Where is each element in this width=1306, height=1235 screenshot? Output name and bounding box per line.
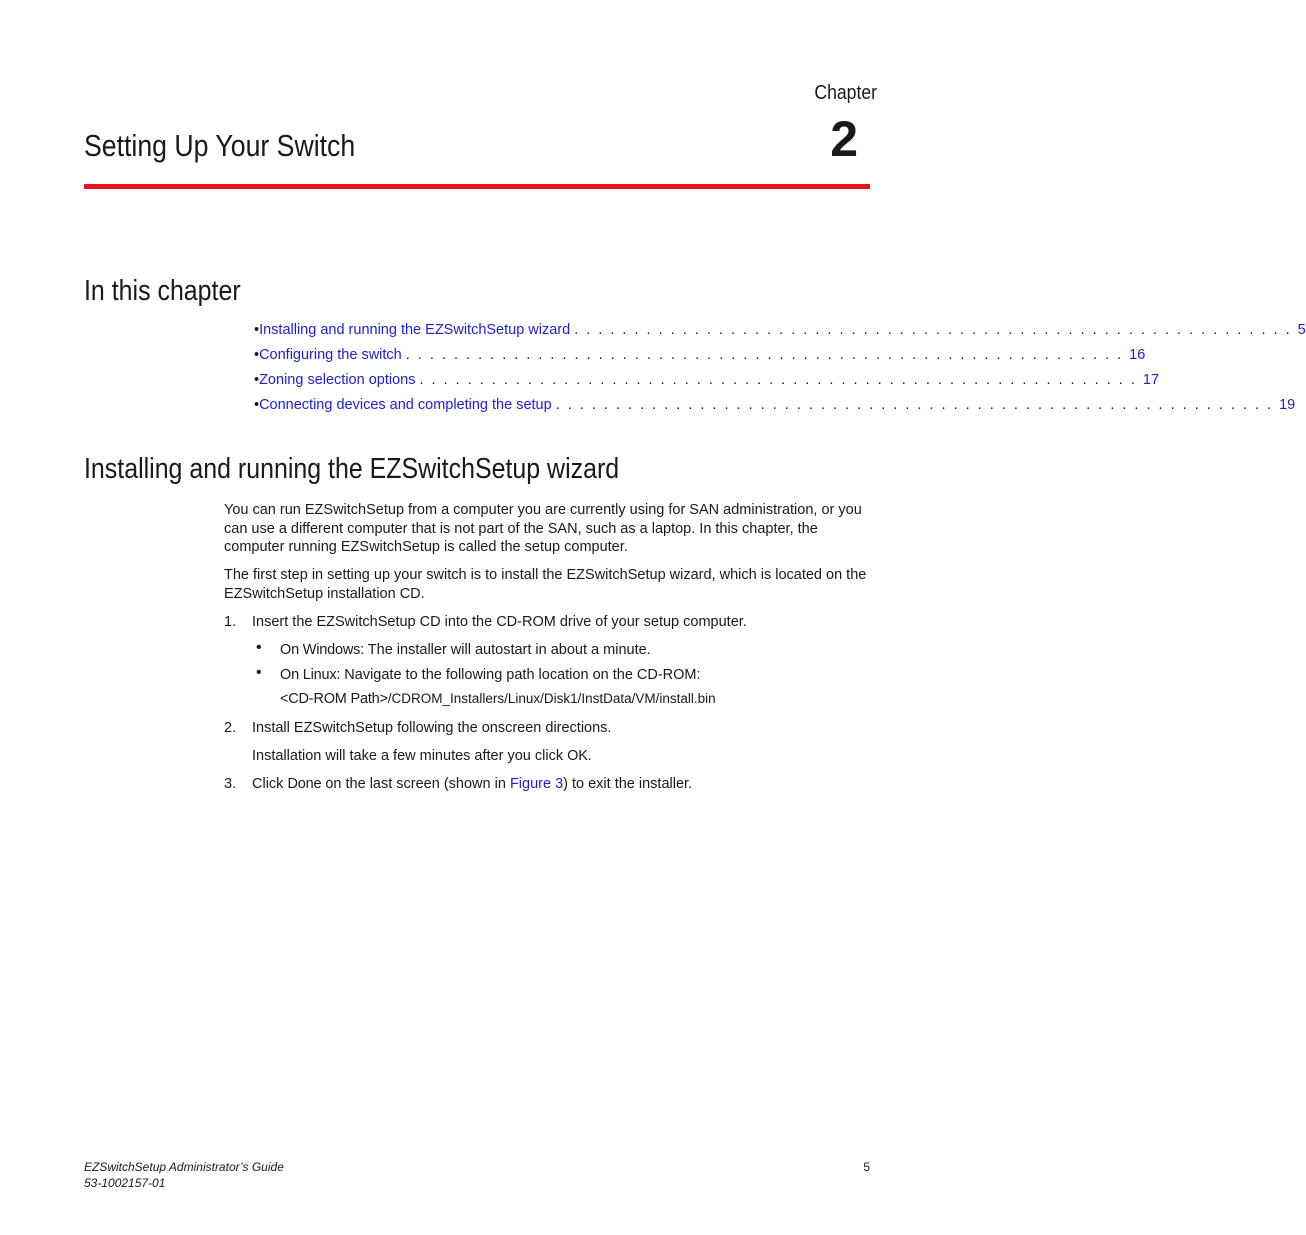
path-text: /CDROM_Installers/Linux/Disk1/InstData/VM/install.bin <box>387 691 716 706</box>
chapter-label: Chapter <box>814 82 877 104</box>
toc-leader: . . . . . . . . . . . . . . . . . . . . . . . . . . . . . . . . . . . . . . . . . . . . . . . . . . . . . . . . . . . . <box>574 322 1292 338</box>
toc-item[interactable] <box>254 372 1160 397</box>
title-rule <box>84 184 870 189</box>
step-term: Done <box>287 776 322 792</box>
page-title: Setting Up Your Switch <box>84 128 356 163</box>
intro-paragraph: You can run EZSwitchSetup from a computer you are currently using for SAN administration, or you can use a different computer that is not part of the SAN, such as a laptop. In this chapter, the computer running EZSwitchSetup is called the setup computer. <box>224 502 862 555</box>
bullet-term: On Linux: <box>280 667 341 683</box>
toc-item[interactable] <box>254 322 1306 347</box>
bullet-term: On Windows: <box>280 642 365 658</box>
toc-item[interactable] <box>254 397 1296 422</box>
toc-leader: . . . . . . . . . . . . . . . . . . . . . . . . . . . . . . . . . . . . . . . . . . . . . . . . . . . . . . . . . . . . <box>419 372 1137 388</box>
toc-item-label[interactable]: Configuring the switch <box>259 347 402 363</box>
step-number: 2. <box>224 720 237 736</box>
step-number: 1. <box>224 614 237 630</box>
toc-item-page[interactable]: 19 <box>1279 397 1296 413</box>
bullet-icon: • <box>254 322 260 338</box>
bullet-text: The installer will autostart in about a minute. <box>364 642 651 658</box>
note-text: Installation will take a few minutes after you click <box>252 748 568 764</box>
toc-item-label[interactable]: Connecting devices and completing the setup <box>259 397 552 413</box>
toc-list <box>254 322 1306 422</box>
bullet-icon: • <box>254 347 260 363</box>
step-pre: Click <box>252 776 288 792</box>
bullet-icon: • <box>256 664 262 681</box>
bullet-linux <box>280 666 701 685</box>
toc-item[interactable] <box>254 347 1146 372</box>
step-text: Insert the EZSwitchSetup CD into the CD-ROM drive of your setup computer. <box>252 614 747 630</box>
section-heading: Installing and running the EZSwitchSetup wizard <box>84 453 620 485</box>
note-end: . <box>587 748 592 764</box>
in-this-chapter-heading: In this chapter <box>84 275 241 307</box>
bullet-windows <box>280 641 651 660</box>
chapter-number: 2 <box>830 111 858 167</box>
step-text <box>252 775 692 794</box>
toc-item-page[interactable]: 16 <box>1129 347 1146 363</box>
path-term: <CD-ROM Path> <box>280 691 388 707</box>
bullet-icon: • <box>254 397 260 413</box>
note-term: OK <box>567 748 588 764</box>
bullet-text: Navigate to the following path location on the CD-ROM: <box>340 667 701 683</box>
toc-item-page[interactable]: 5 <box>1297 322 1306 338</box>
step-mid: on the last screen (shown in <box>321 776 510 792</box>
footer-doc-number: 53-1002157-01 <box>84 1176 166 1190</box>
toc-item-label[interactable]: Zoning selection options <box>259 372 416 388</box>
step-number: 3. <box>224 776 237 792</box>
toc-leader: . . . . . . . . . . . . . . . . . . . . . . . . . . . . . . . . . . . . . . . . . . . . . . . . . . . . . . . . . . . . <box>405 347 1124 363</box>
step-text: Install EZSwitchSetup following the onscreen directions. <box>252 720 612 736</box>
second-paragraph: The first step in setting up your switch is to install the EZSwitchSetup wizard, which is located on the EZSwitchSetup installation CD. <box>224 567 867 602</box>
toc-item-label[interactable]: Installing and running the EZSwitchSetup wizard <box>259 322 571 338</box>
footer-guide-title: EZSwitchSetup Administrator’s Guide <box>84 1160 284 1174</box>
figure-link[interactable]: Figure 3 <box>509 776 564 792</box>
toc-leader: . . . . . . . . . . . . . . . . . . . . . . . . . . . . . . . . . . . . . . . . . . . . . . . . . . . . . . . . . . . . <box>555 397 1274 413</box>
bullet-icon: • <box>256 639 262 656</box>
bullet-icon: • <box>254 372 260 388</box>
install-path <box>280 690 716 709</box>
footer-page-number: 5 <box>863 1160 870 1174</box>
step-note <box>252 747 592 766</box>
toc-item-page[interactable]: 17 <box>1142 372 1160 388</box>
step-post: ) to exit the installer. <box>563 776 693 792</box>
